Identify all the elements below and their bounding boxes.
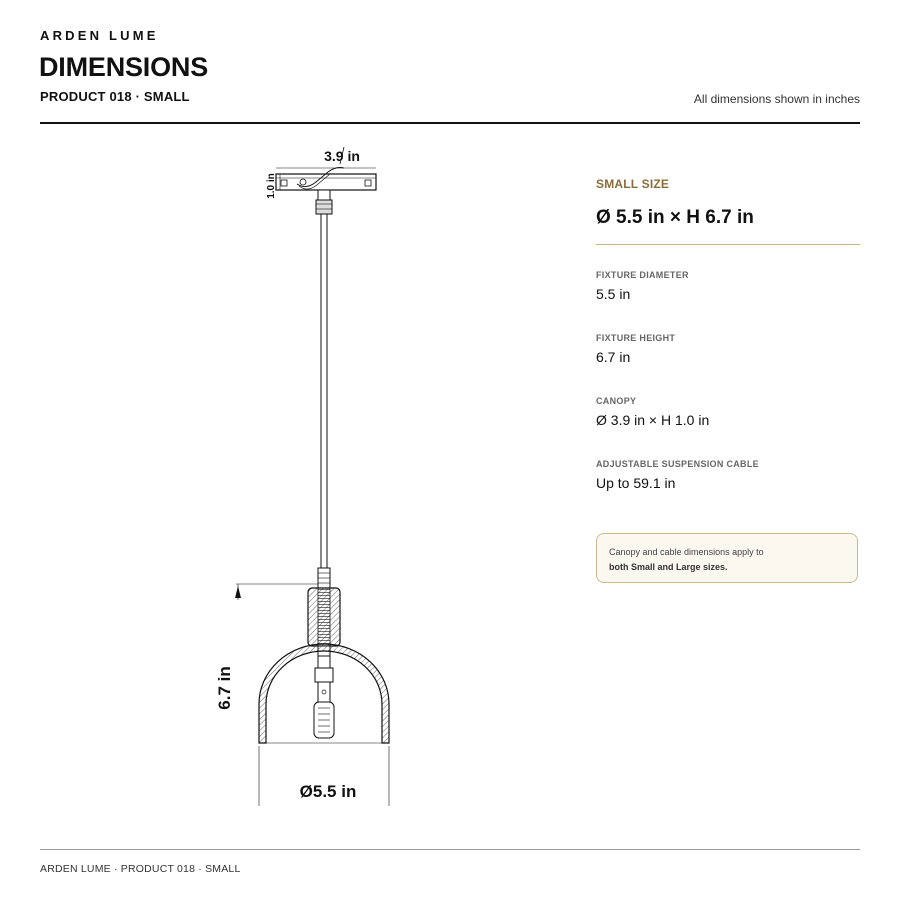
suspension-cable — [321, 214, 327, 568]
page-subtitle: PRODUCT 018 · SMALL — [40, 89, 190, 104]
spec-label-fixture-height: FIXTURE HEIGHT — [596, 333, 676, 343]
note-line-1: Canopy and cable dimensions apply to — [609, 547, 764, 557]
canopy-height-label: 1.0 in — [266, 173, 277, 199]
bulb-socket — [314, 656, 334, 738]
cable-holder — [308, 568, 340, 656]
spec-value-fixture-height: 6.7 in — [596, 349, 631, 365]
footer-text: ARDEN LUME · PRODUCT 018 · SMALL — [40, 863, 241, 875]
page-title: DIMENSIONS — [39, 52, 209, 82]
spec-label-suspension-cable: ADJUSTABLE SUSPENSION CABLE — [596, 459, 759, 469]
spec-value-fixture-diameter: 5.5 in — [596, 286, 631, 302]
size-label: SMALL SIZE — [596, 177, 670, 191]
dimension-note — [596, 533, 858, 583]
size-divider — [596, 244, 860, 245]
fixture-diameter-dimension — [259, 746, 389, 806]
fixture-diameter-label: Ø5.5 in — [299, 782, 357, 801]
note-line-2: both Small and Large sizes. — [609, 562, 728, 572]
fixture-height-label: 6.7 in — [215, 666, 234, 710]
footer-divider — [40, 849, 860, 850]
canopy — [276, 168, 376, 215]
spec-value-canopy: Ø 3.9 in × H 1.0 in — [596, 412, 710, 428]
size-value: Ø 5.5 in × H 6.7 in — [596, 207, 754, 228]
spec-label-canopy: CANOPY — [596, 396, 637, 406]
spec-value-suspension-cable: Up to 59.1 in — [596, 475, 676, 491]
canopy-width-label: 3.9 in — [324, 148, 360, 164]
spec-label-fixture-diameter: FIXTURE DIAMETER — [596, 270, 689, 280]
units-note: All dimensions shown in inches — [693, 92, 860, 106]
canopy-width-dimension — [276, 147, 376, 168]
brand-name: ARDEN LUME — [40, 28, 159, 43]
